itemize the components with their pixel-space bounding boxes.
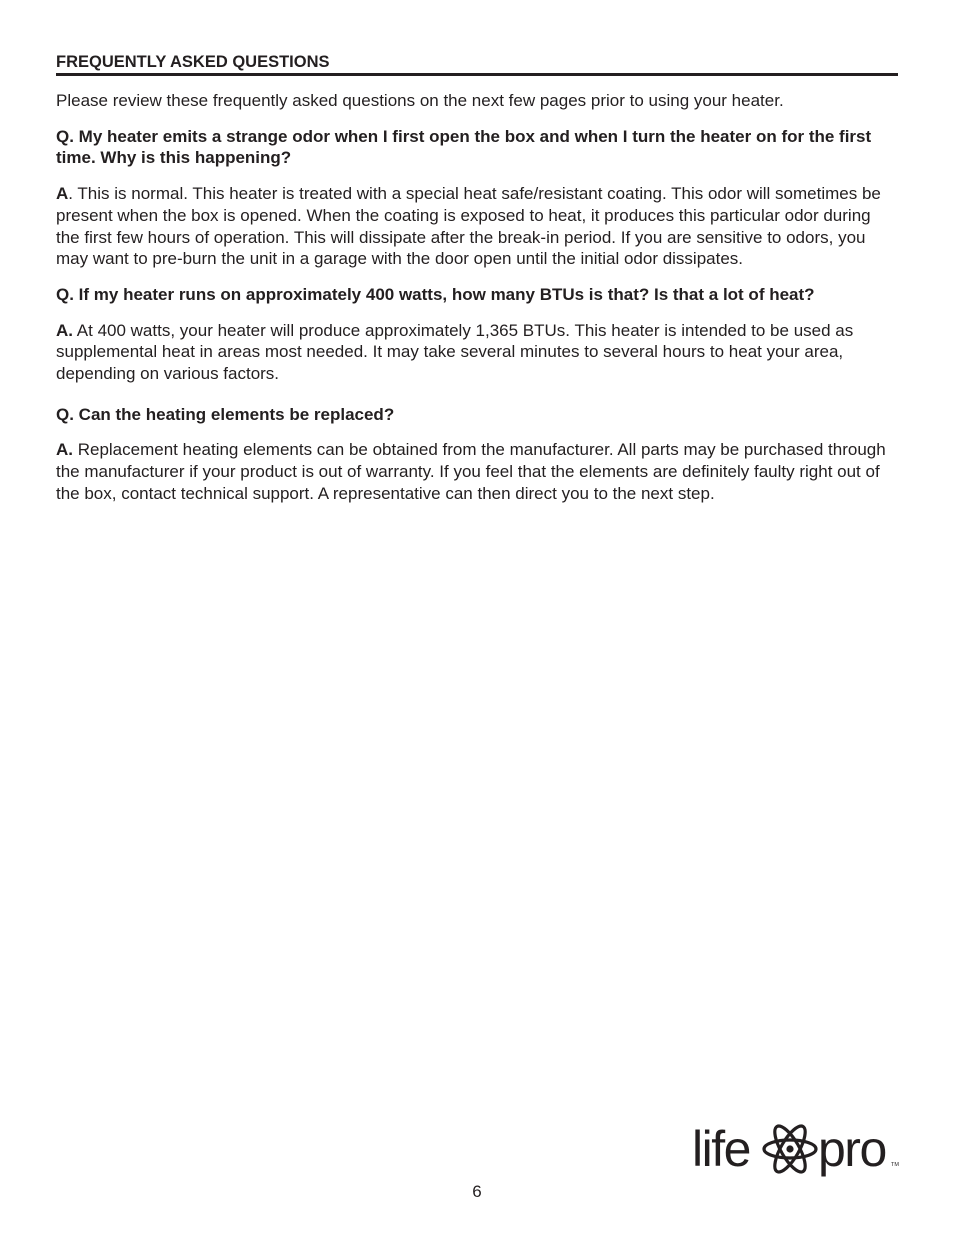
faq-answer-2 [56,320,898,385]
lifepro-logo [692,1116,904,1184]
section-title: FREQUENTLY ASKED QUESTIONS [56,52,898,76]
answer-text: . This is normal. This heater is treated with a special heat safe/resistant coating. This odor will sometimes be present when the box is opened. When the coating is exposed to heat, it produces this particular odor during the first few hours of operation. This will dissipate after the break-in period. If you are sensitive to odors, you may want to pre-burn the unit in a garage with the door open until the initial odor dissipates. [56,184,881,269]
answer-prefix: A. [56,320,73,340]
logo-graphic [692,1116,904,1184]
faq-question-1: Q. My heater emits a strange odor when I first open the box and when I turn the heater on for the first time. Why is this happening? [56,126,872,168]
answer-text: At 400 watts, your heater will produce approximately 1,365 BTUs. This heater is intended to be used as supplemental heat in areas most needed. It may take several minutes to several hours to heat your area, depending on various factors. [56,320,854,384]
logo-left-text: life [692,1121,750,1177]
answer-prefix: A. [56,440,73,460]
answer-text: Replacement heating elements can be obtained from the manufacturer. All parts may be purchased through the manufacturer if your product is out of warranty. If you feel that the elements are definitely faulty right out of the box, contact technical support. A representative can then direct you to the next step. [56,440,886,503]
answer-prefix: A [56,184,69,204]
faq-question-2: Q. If my heater runs on approximately 400 watts, how many BTUs is that? Is that a lot of heat? [56,284,815,304]
logo-right-text: pro [818,1121,886,1177]
page-content [56,52,898,519]
faq-question-3: Q. Can the heating elements be replaced? [56,404,395,424]
atom-icon [764,1122,816,1176]
page-number: 6 [472,1182,482,1201]
faq-answer-1 [56,183,898,270]
logo-trademark: TM [891,1162,899,1168]
intro-text: Please review these frequently asked questions on the next few pages prior to using your heater. [56,91,784,110]
faq-answer-3 [56,439,898,504]
